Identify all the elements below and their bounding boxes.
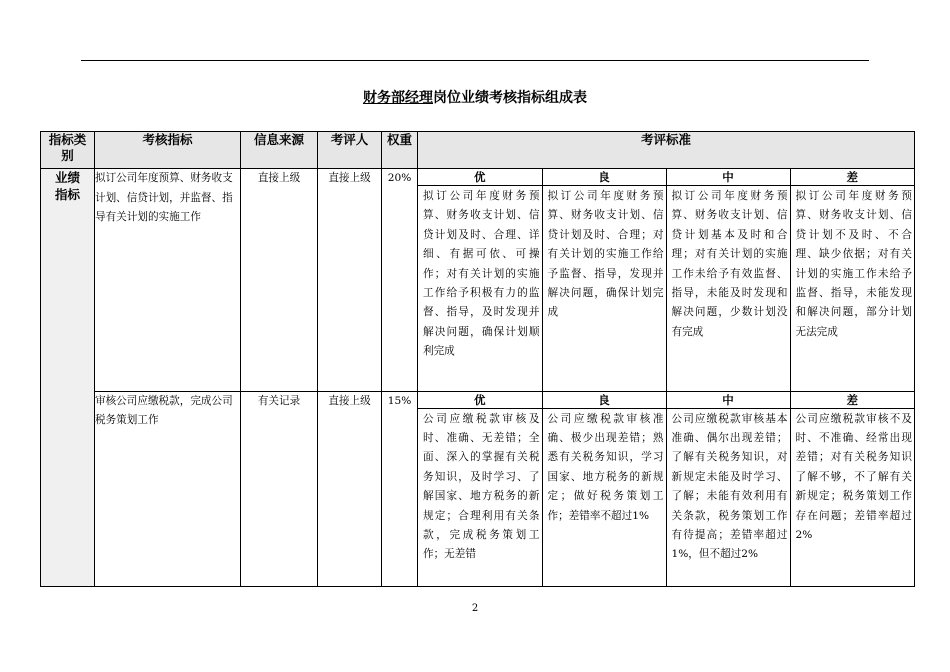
criteria-excellent: 公司应缴税款审核及时、准确、无差错；全面、深入的掌握有关税务知识，及时学习、了解国家、地方税务的新规定；合理利用有关条款，完成税务策划工作；无差错 <box>418 408 542 586</box>
header-evaluator: 考评人 <box>318 132 382 169</box>
table-row <box>41 169 915 392</box>
header-weight: 权重 <box>382 132 418 169</box>
source-cell: 直接上级 <box>241 169 318 392</box>
indicator-cell: 审核公司应缴税款，完成公司税务策划工作 <box>95 391 241 587</box>
criteria-good: 公司应缴税款审核准确、极少出现差错；熟悉有关税务知识，学习国家、地方税务的新规定；做好税务策划工作；差错率不超过1% <box>542 408 666 586</box>
level-row <box>418 169 914 186</box>
level-excellent: 优 <box>418 169 542 186</box>
header-row <box>41 132 915 169</box>
criteria-excellent: 拟订公司年度财务预算、财务收支计划、信贷计划及时、合理、详细、有据可依、可操作；对有关计划的实施工作给予积极有力的监督、指导，及时发现并解决问题，确保计划顺利完成 <box>418 186 542 391</box>
criteria-row <box>418 408 914 586</box>
criteria-cell <box>418 391 915 587</box>
criteria-average: 拟订公司年度财务预算、财务收支计划、信贷计划基本及时和合理；对有关计划的实施工作未给予有效监督、指导，未能及时发现和解决问题，少数计划没有完成 <box>666 186 790 391</box>
header-source: 信息来源 <box>241 132 318 169</box>
criteria-row <box>418 186 914 391</box>
evaluator-cell: 直接上级 <box>318 391 382 587</box>
weight-cell: 15% <box>382 391 418 587</box>
level-row <box>418 392 914 409</box>
criteria-cell <box>418 169 915 392</box>
level-poor: 差 <box>790 169 914 186</box>
category-label: 业绩指标 <box>54 170 80 202</box>
header-indicator: 考核指标 <box>95 132 241 169</box>
evaluator-cell: 直接上级 <box>318 169 382 392</box>
criteria-average: 公司应缴税款审核基本准确、偶尔出现差错；了解有关税务知识，对新规定未能及时学习、了解；未能有效利用有关条款，税务策划工作有待提高；差错率超过1%，但不超过2% <box>666 408 790 586</box>
level-poor: 差 <box>790 392 914 409</box>
indicator-cell: 拟订公司年度预算、财务收支计划、信贷计划，并监督、指导有关计划的实施工作 <box>95 169 241 392</box>
source-cell: 有关记录 <box>241 391 318 587</box>
criteria-poor: 公司应缴税款审核不及时、不准确、经常出现差错；对有关税务知识了解不够，不了解有关新规定；税务策划工作存在问题；差错率超过2% <box>795 412 912 541</box>
table-row <box>41 391 915 587</box>
header-standard: 考评标准 <box>418 132 915 169</box>
level-average: 中 <box>666 169 790 186</box>
kpi-table <box>40 131 915 587</box>
level-good: 良 <box>542 392 666 409</box>
title-position: 财务部经理 <box>363 90 433 106</box>
criteria-poor: 拟订公司年度财务预算、财务收支计划、信贷计划不及时、不合理、缺少依据；对有关计划的实施工作未给予监督、指导，未能发现和解决问题，部分计划无法完成 <box>795 190 912 338</box>
document-title <box>0 87 950 107</box>
header-category: 指标类别 <box>41 132 95 169</box>
category-cell <box>41 169 95 587</box>
title-rest: 岗位业绩考核指标组成表 <box>433 90 587 106</box>
header-rule <box>81 60 869 61</box>
weight-cell: 20% <box>382 169 418 392</box>
level-excellent: 优 <box>418 392 542 409</box>
page-number: 2 <box>471 603 479 614</box>
level-good: 良 <box>542 169 666 186</box>
criteria-good: 拟订公司年度财务预算、财务收支计划、信贷计划及时、合理；对有关计划的实施工作给予监督、指导，发现并解决问题，确保计划完成 <box>542 186 666 391</box>
criteria-grid <box>418 392 914 587</box>
level-average: 中 <box>666 392 790 409</box>
criteria-grid <box>418 169 914 391</box>
